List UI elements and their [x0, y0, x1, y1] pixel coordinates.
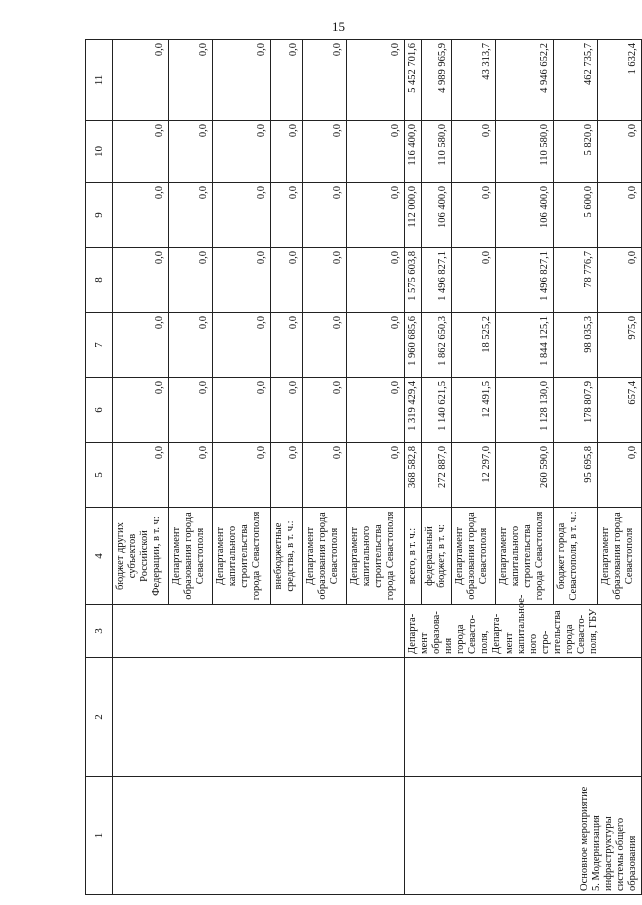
value-cell: 106 400,0 — [422, 183, 452, 248]
funding-source-cell: всего, в т. ч.: — [405, 508, 422, 605]
value-cell: 0,0 — [271, 121, 303, 183]
event-name-cell: Основное мероприятие 5. Модернизация инфраструктуры системы общего образования — [405, 777, 642, 895]
value-cell: 0,0 — [169, 378, 213, 443]
value-cell: 1 496 827,1 — [422, 248, 452, 313]
value-cell: 0,0 — [347, 378, 405, 443]
table-row — [113, 40, 169, 895]
value-cell: 0,0 — [598, 248, 642, 313]
header-cell: 1 — [86, 777, 113, 895]
value-cell: 1 496 827,1 — [496, 248, 554, 313]
value-cell: 18 525,2 — [452, 313, 496, 378]
value-cell: 0,0 — [113, 248, 169, 313]
funding-source-cell: Департамент образования города Севастополя — [169, 508, 213, 605]
value-cell: 0,0 — [303, 378, 347, 443]
value-cell: 368 582,8 — [405, 443, 422, 508]
value-cell: 0,0 — [452, 248, 496, 313]
value-cell: 112 000,0 — [405, 183, 422, 248]
value-cell: 12 491,5 — [452, 378, 496, 443]
header-cell: 6 — [86, 378, 113, 443]
value-cell: 0,0 — [271, 313, 303, 378]
value-cell: 1 844 125,1 — [496, 313, 554, 378]
value-cell: 0,0 — [113, 443, 169, 508]
value-cell: 0,0 — [169, 183, 213, 248]
header-cell: 10 — [86, 121, 113, 183]
value-cell: 5 820,0 — [554, 121, 598, 183]
value-cell: 0,0 — [169, 40, 213, 121]
value-cell: 1 862 650,3 — [422, 313, 452, 378]
table-row — [405, 40, 422, 895]
responsible-executor-cell: Департа-мент образова-ния города Севасто-поля, Департа-мент капитальное-ного стро-ительства города Севасто-поля, ГБУ — [405, 605, 642, 658]
value-cell: 0,0 — [303, 183, 347, 248]
funding-source-cell: Департамент капитального строительства города Севастополя — [496, 508, 554, 605]
funding-source-cell: бюджет города Севастополя, в т. ч.: — [554, 508, 598, 605]
value-cell: 1 575 603,8 — [405, 248, 422, 313]
value-cell: 4 989 965,9 — [422, 40, 452, 121]
funding-table — [85, 39, 642, 895]
funding-source-cell: Департамент образования города Севастополя — [303, 508, 347, 605]
header-cell: 8 — [86, 248, 113, 313]
value-cell: 0,0 — [113, 40, 169, 121]
value-cell: 0,0 — [213, 121, 271, 183]
value-cell: 0,0 — [347, 121, 405, 183]
value-cell: 0,0 — [598, 121, 642, 183]
value-cell: 116 400,0 — [405, 121, 422, 183]
value-cell: 0,0 — [169, 248, 213, 313]
value-cell: 462 735,7 — [554, 40, 598, 121]
header-cell: 11 — [86, 40, 113, 121]
value-cell: 0,0 — [598, 443, 642, 508]
value-cell: 0,0 — [452, 183, 496, 248]
value-cell: 0,0 — [113, 183, 169, 248]
header-row — [86, 40, 113, 895]
value-cell: 0,0 — [598, 183, 642, 248]
value-cell: 0,0 — [113, 378, 169, 443]
header-cell: 9 — [86, 183, 113, 248]
value-cell: 272 887,0 — [422, 443, 452, 508]
funding-source-cell: Департамент капитального строительства города Севастополя — [213, 508, 271, 605]
value-cell: 178 807,9 — [554, 378, 598, 443]
value-cell: 5 600,0 — [554, 183, 598, 248]
cell-col2-continued — [113, 658, 405, 777]
value-cell: 95 695,8 — [554, 443, 598, 508]
value-cell: 110 580,0 — [496, 121, 554, 183]
value-cell: 0,0 — [213, 183, 271, 248]
value-cell: 0,0 — [347, 248, 405, 313]
value-cell: 0,0 — [303, 248, 347, 313]
cell-col1-continued — [113, 777, 405, 895]
value-cell: 0,0 — [271, 40, 303, 121]
page-number: 15 — [332, 19, 345, 34]
funding-source-cell: внебюджетные средства, в т. ч.: — [271, 508, 303, 605]
value-cell: 0,0 — [347, 313, 405, 378]
value-cell: 12 297,0 — [452, 443, 496, 508]
value-cell: 0,0 — [452, 121, 496, 183]
value-cell: 657,4 — [598, 378, 642, 443]
value-cell: 0,0 — [213, 248, 271, 313]
header-cell: 7 — [86, 313, 113, 378]
value-cell: 4 946 652,2 — [496, 40, 554, 121]
value-cell: 0,0 — [213, 443, 271, 508]
event-col2-cell — [405, 658, 642, 777]
value-cell: 78 776,7 — [554, 248, 598, 313]
value-cell: 110 580,0 — [422, 121, 452, 183]
value-cell: 0,0 — [271, 378, 303, 443]
value-cell: 0,0 — [213, 378, 271, 443]
value-cell: 0,0 — [303, 40, 347, 121]
value-cell: 0,0 — [271, 248, 303, 313]
value-cell: 106 400,0 — [496, 183, 554, 248]
value-cell: 0,0 — [271, 183, 303, 248]
value-cell: 0,0 — [271, 443, 303, 508]
value-cell: 0,0 — [347, 443, 405, 508]
value-cell: 0,0 — [169, 443, 213, 508]
header-cell: 3 — [86, 605, 113, 658]
value-cell: 975,0 — [598, 313, 642, 378]
rotated-table-container — [85, 40, 638, 895]
funding-source-cell: бюджет других субъектов Российской Федерации, в т. ч: — [113, 508, 169, 605]
value-cell: 0,0 — [303, 121, 347, 183]
value-cell: 1 140 621,5 — [422, 378, 452, 443]
value-cell: 5 452 701,6 — [405, 40, 422, 121]
value-cell: 0,0 — [113, 313, 169, 378]
value-cell: 0,0 — [169, 121, 213, 183]
value-cell: 0,0 — [347, 40, 405, 121]
funding-source-cell: Департамент образования города Севастополя — [452, 508, 496, 605]
value-cell: 1 128 130,0 — [496, 378, 554, 443]
funding-source-cell: федеральный бюджет, в т. ч: — [422, 508, 452, 605]
value-cell: 0,0 — [303, 313, 347, 378]
value-cell: 0,0 — [213, 313, 271, 378]
header-cell: 5 — [86, 443, 113, 508]
value-cell: 0,0 — [303, 443, 347, 508]
value-cell: 0,0 — [169, 313, 213, 378]
value-cell: 260 590,0 — [496, 443, 554, 508]
header-cell: 2 — [86, 658, 113, 777]
value-cell: 0,0 — [113, 121, 169, 183]
value-cell: 43 313,7 — [452, 40, 496, 121]
cell-col3-continued — [113, 605, 405, 658]
value-cell: 1 960 685,6 — [405, 313, 422, 378]
value-cell: 1 319 429,4 — [405, 378, 422, 443]
value-cell: 0,0 — [213, 40, 271, 121]
funding-source-cell: Департамент капитального строительства города Севастополя — [347, 508, 405, 605]
funding-source-cell: Департамент образования города Севастополя — [598, 508, 642, 605]
value-cell: 98 035,3 — [554, 313, 598, 378]
header-cell: 4 — [86, 508, 113, 605]
value-cell: 1 632,4 — [598, 40, 642, 121]
value-cell: 0,0 — [347, 183, 405, 248]
